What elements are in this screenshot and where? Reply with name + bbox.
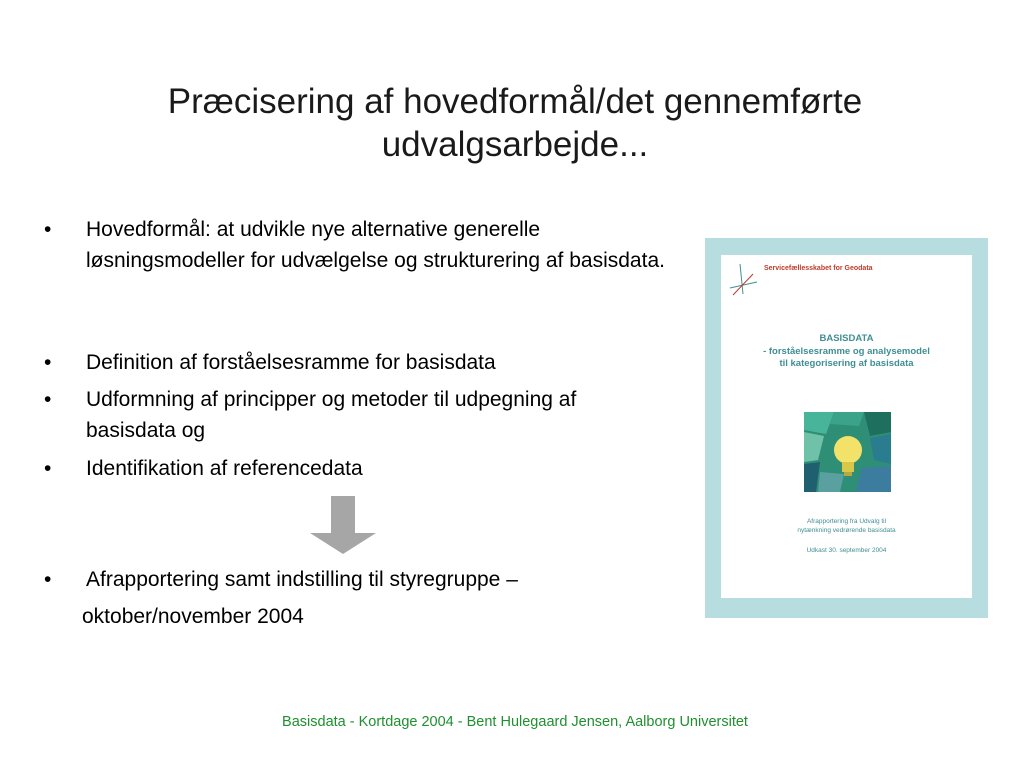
book-subtitle-line: Afrapportering fra Udvalg til — [806, 518, 887, 525]
book-draft-date: Udkast 30. september 2004 — [806, 547, 887, 554]
bullet-symbol: • — [44, 457, 52, 480]
bullet-item — [44, 564, 684, 595]
bullet-symbol: • — [44, 568, 52, 591]
bullet-continuation: oktober/november 2004 — [82, 605, 304, 628]
bullet-text: Afrapportering samt indstilling til styregruppe – — [86, 568, 518, 591]
book-subtitle — [721, 517, 972, 535]
book-title — [721, 333, 972, 371]
book-title-line: til kategorisering af basisdata — [779, 358, 914, 369]
book-cover — [721, 255, 972, 598]
slide-footer: Basisdata - Kortdage 2004 - Bent Hulegaard Jensen, Aalborg Universitet — [282, 714, 748, 730]
bullet-text: Hovedformål: at udvikle nye alternative generelle løsningsmodeller for udvælgelse og strukturering af basisdata. — [86, 218, 665, 272]
bullet-item — [44, 453, 684, 484]
down-arrow-icon — [310, 496, 376, 554]
book-subtitle-line: nytænkning vedrørende basisdata — [797, 527, 896, 534]
slide-title: Præcisering af hovedformål/det gennemførte udvalgsarbejde... — [167, 82, 863, 164]
bullet-symbol: • — [44, 351, 52, 374]
cover-illustration — [804, 412, 891, 492]
bullet-item — [44, 347, 684, 378]
book-title-line: - forståelsesramme og analysemodel — [763, 345, 930, 357]
geodata-logo-icon — [727, 260, 765, 298]
bullet-text: Udformning af principper og metoder til udpegning af basisdata og — [86, 388, 577, 442]
bullet-item — [44, 384, 664, 446]
bullet-symbol: • — [44, 388, 52, 411]
bullet-item — [44, 214, 684, 276]
bullet-text: Definition af forståelsesramme for basisdata — [86, 351, 496, 374]
book-publisher: Servicefællesskabet for Geodata — [764, 265, 873, 272]
bullet-text: Identifikation af referencedata — [86, 457, 363, 480]
bullet-symbol: • — [44, 218, 52, 241]
book-title-line: BASISDATA — [819, 333, 874, 344]
lightbulb-map-icon — [804, 412, 891, 492]
